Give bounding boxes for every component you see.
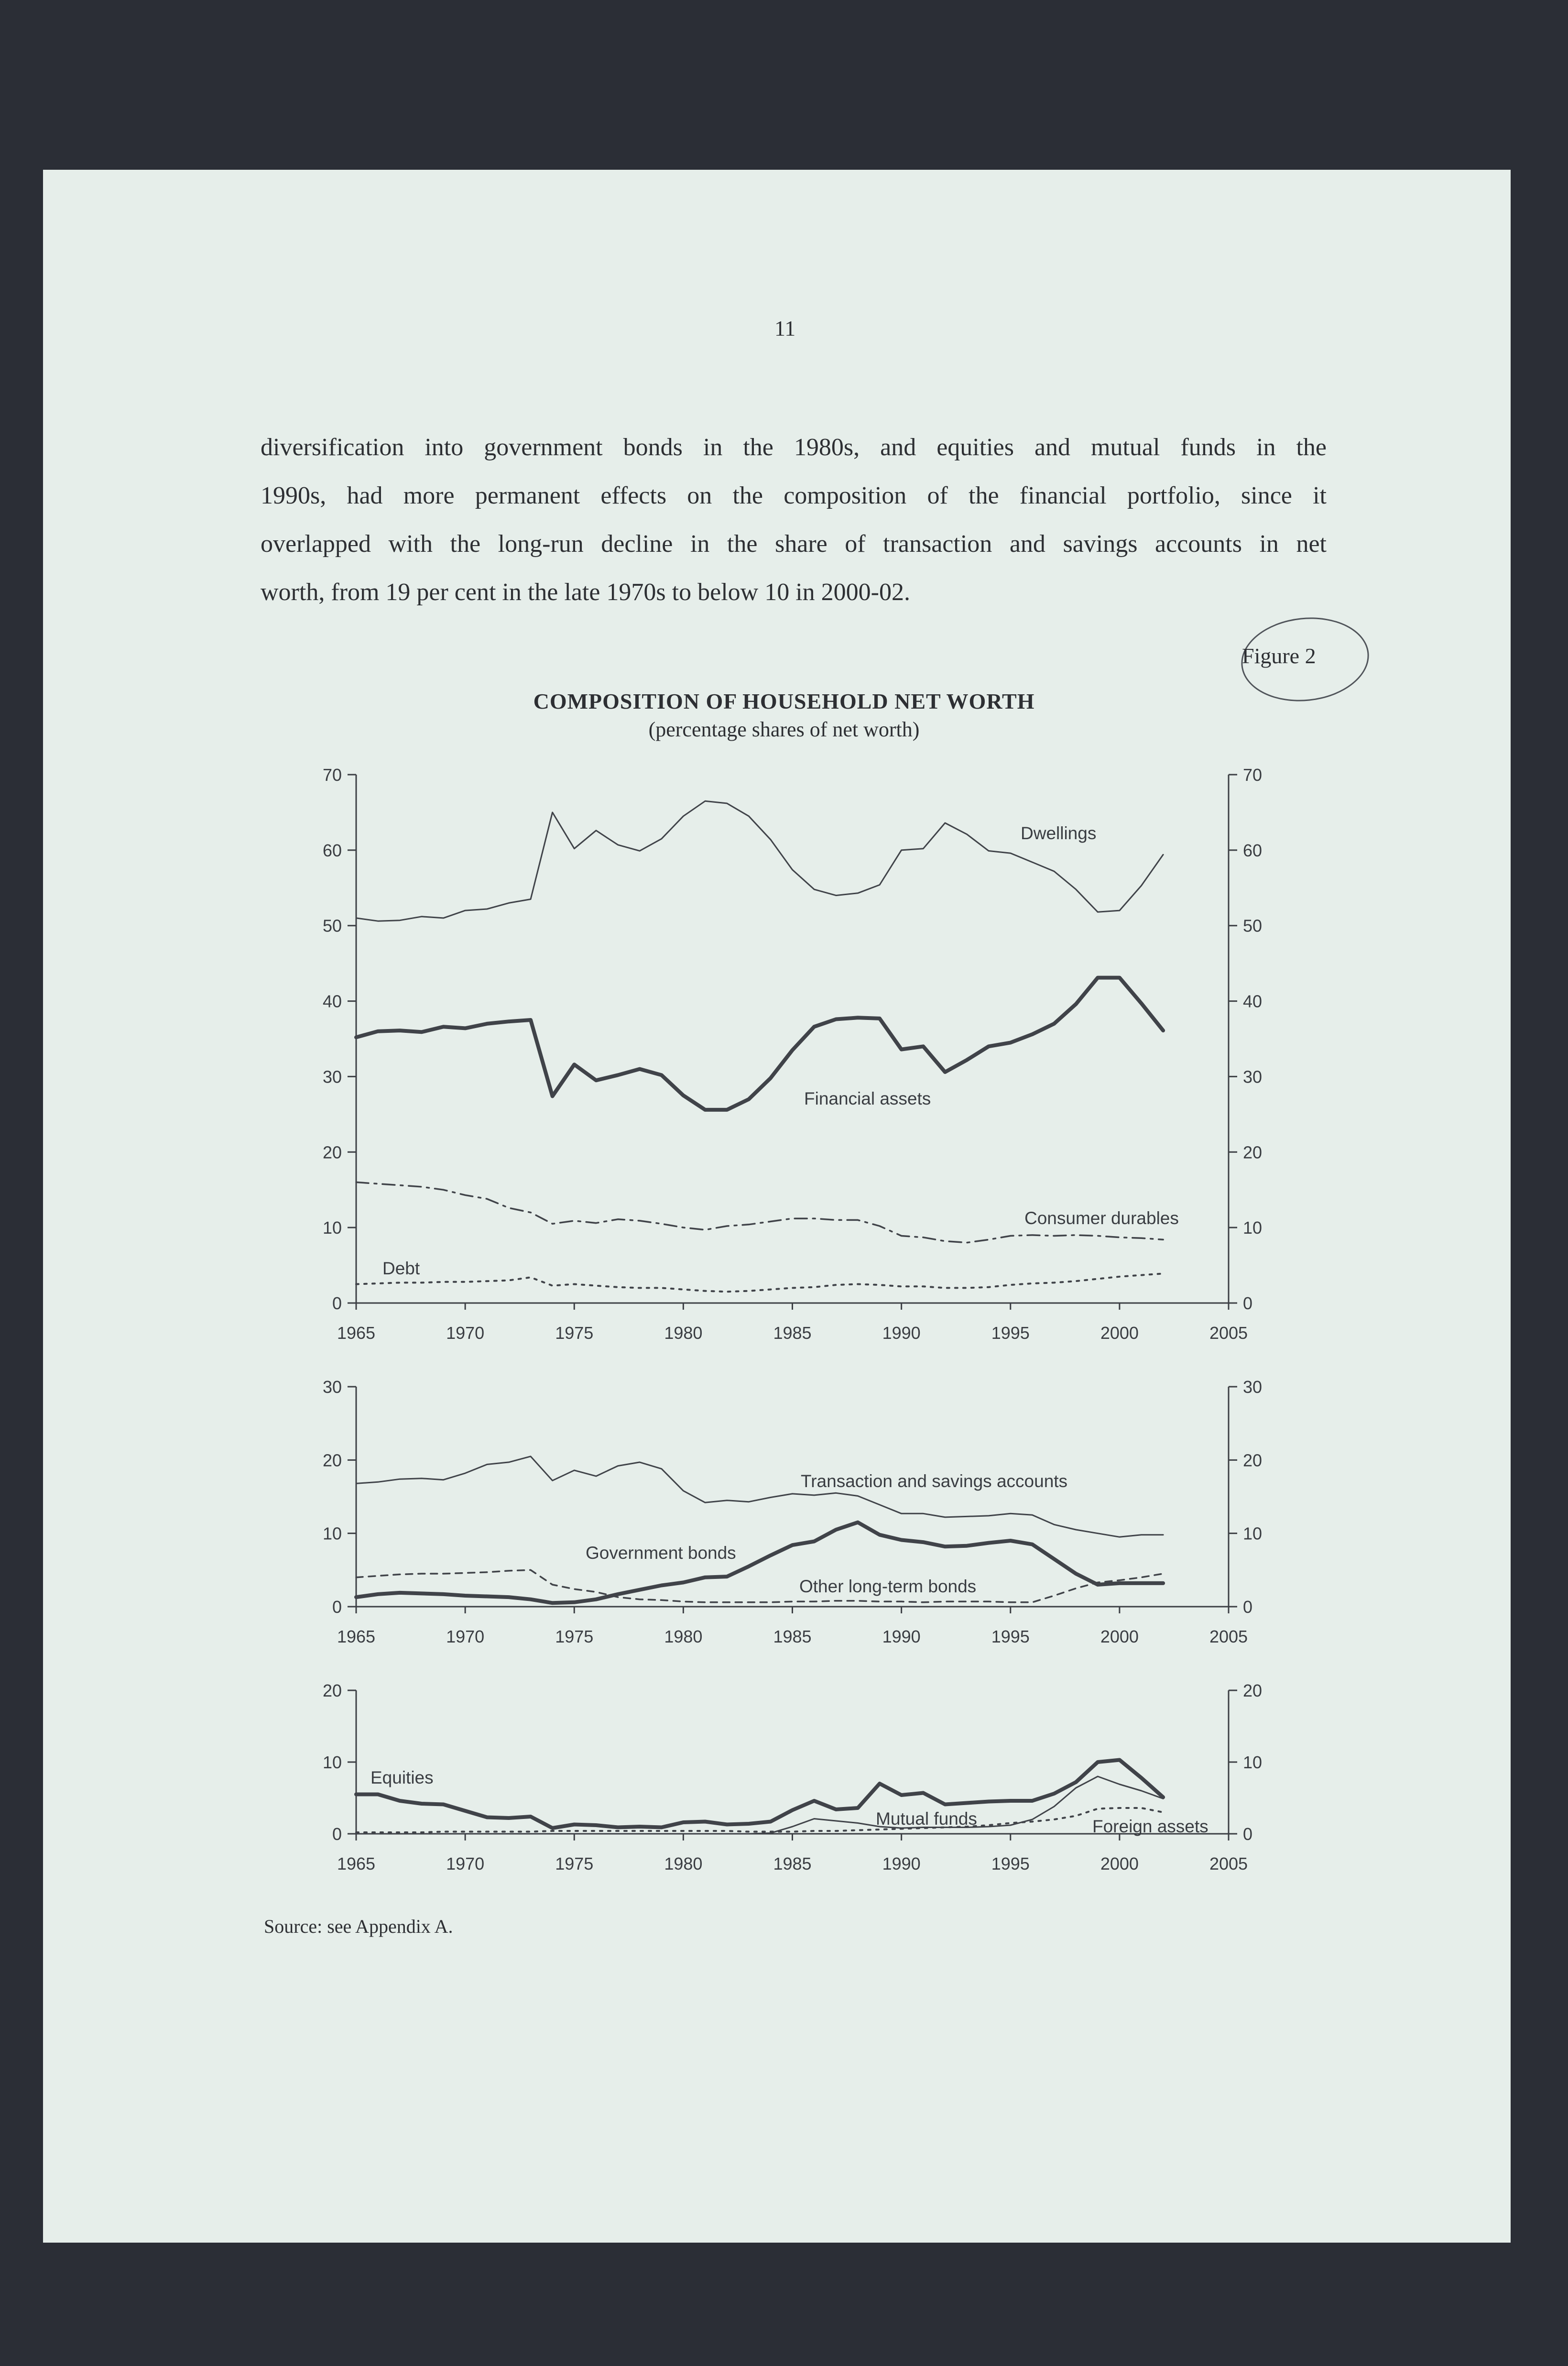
figure-label: Figure 2 [1242,644,1316,668]
x-tick-label: 1990 [882,1854,921,1873]
chart-panel-1 [323,765,1262,1343]
x-tick-label: 1975 [555,1323,594,1343]
y-tick-label-left: 0 [332,1597,342,1617]
x-tick-label: 1965 [337,1323,376,1343]
x-tick-label: 1980 [664,1323,703,1343]
series-line-debt [356,1273,1163,1292]
x-tick-label: 1980 [664,1854,703,1873]
page-number: 11 [774,316,796,340]
x-tick-label: 1970 [446,1627,485,1646]
y-tick-label-right: 30 [1243,1067,1263,1087]
series-line-financial-assets [356,978,1163,1110]
series-line-mutual-funds [356,1776,1163,1834]
paragraph-line: 1990s, had more permanent effects on the composition of the financial portfolio, since it [261,482,1327,509]
series-label: Dwellings [1021,823,1097,843]
y-tick-label-left: 70 [322,765,342,785]
y-tick-label-right: 10 [1243,1218,1263,1238]
series-label: Equities [370,1768,434,1787]
x-tick-label: 2005 [1209,1854,1248,1873]
y-tick-label-left: 20 [322,1450,342,1470]
y-tick-label-left: 20 [322,1142,342,1162]
y-tick-label-right: 60 [1243,840,1263,860]
y-tick-label-right: 10 [1243,1753,1263,1772]
y-tick-label-left: 10 [322,1753,342,1772]
series-label: Foreign assets [1092,1817,1209,1836]
y-tick-label-left: 10 [322,1523,342,1544]
y-tick-label-left: 30 [322,1067,342,1087]
x-tick-label: 1985 [773,1854,812,1873]
y-tick-label-left: 50 [322,916,342,936]
y-tick-label-right: 20 [1243,1142,1263,1162]
y-tick-label-right: 10 [1243,1523,1263,1544]
series-label: Other long-term bonds [799,1577,977,1596]
x-tick-label: 1970 [446,1323,485,1343]
x-tick-label: 2000 [1100,1627,1139,1646]
series-label: Mutual funds [876,1809,977,1829]
paragraph-line: worth, from 19 per cent in the late 1970s to below 10 in 2000-02. [261,579,910,606]
source-note: Source: see Appendix A. [264,1916,453,1937]
y-tick-label-right: 0 [1243,1824,1253,1844]
x-tick-label: 1985 [773,1627,812,1646]
y-tick-label-left: 10 [322,1218,342,1238]
series-label: Consumer durables [1024,1208,1179,1228]
x-tick-label: 1995 [991,1854,1030,1873]
y-tick-label-right: 0 [1243,1597,1253,1617]
y-tick-label-right: 70 [1243,765,1263,785]
y-tick-label-left: 30 [322,1377,342,1397]
series-line-transaction-and-savings-accounts [356,1457,1163,1537]
series-label: Government bonds [586,1543,736,1563]
chart-title: COMPOSITION OF HOUSEHOLD NET WORTH [533,689,1035,713]
y-tick-label-left: 60 [322,840,342,860]
series-label: Debt [382,1259,420,1278]
y-tick-label-right: 20 [1243,1681,1263,1700]
y-tick-label-right: 50 [1243,916,1263,936]
y-tick-label-left: 40 [322,991,342,1011]
x-tick-label: 1965 [337,1627,376,1646]
y-tick-label-right: 20 [1243,1450,1263,1470]
paragraph-line: diversification into government bonds in the 1980s, and equities and mutual funds in the [261,434,1327,461]
x-tick-label: 1995 [991,1323,1030,1343]
x-tick-label: 2000 [1100,1854,1139,1873]
x-tick-label: 1965 [337,1854,376,1873]
series-label: Financial assets [804,1089,931,1108]
x-tick-label: 1980 [664,1627,703,1646]
paragraph-line: overlapped with the long-run decline in the share of transaction and savings accounts in net [261,530,1327,558]
series-label: Transaction and savings accounts [801,1471,1068,1491]
chart-panel-2 [323,1377,1262,1646]
y-tick-label-right: 30 [1243,1377,1263,1397]
x-tick-label: 1970 [446,1854,485,1873]
series-line-government-bonds [356,1523,1163,1603]
x-tick-label: 2005 [1209,1627,1248,1646]
y-tick-label-left: 0 [332,1824,342,1844]
series-line-equities [356,1760,1163,1829]
x-tick-label: 1975 [555,1627,594,1646]
y-tick-label-left: 0 [332,1293,342,1313]
y-tick-label-left: 20 [322,1681,342,1700]
series-line-dwellings [356,801,1163,921]
series-line-foreign-assets [356,1808,1163,1832]
x-tick-label: 1995 [991,1627,1030,1646]
y-tick-label-right: 40 [1243,991,1263,1011]
chart-panel-3 [323,1681,1262,1873]
x-tick-label: 1975 [555,1854,594,1873]
x-tick-label: 1990 [882,1627,921,1646]
x-tick-label: 2000 [1100,1323,1139,1343]
x-tick-label: 2005 [1209,1323,1248,1343]
y-tick-label-right: 0 [1243,1293,1253,1313]
x-tick-label: 1985 [773,1323,812,1343]
chart-subtitle: (percentage shares of net worth) [648,718,920,741]
x-tick-label: 1990 [882,1323,921,1343]
